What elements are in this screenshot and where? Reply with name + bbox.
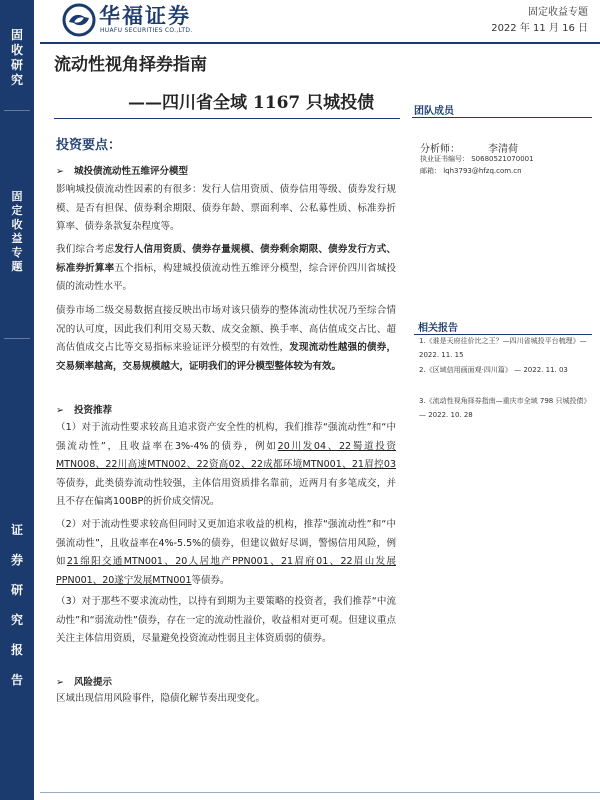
analyst-line — [420, 140, 518, 155]
bullet-recommend — [56, 402, 112, 416]
header-divider — [40, 42, 600, 44]
related-report-item[interactable]: 2.《区域信用画面观·四川篇》 — 2022. 11. 03 — [419, 366, 568, 374]
analyst-email: 邮箱： lqh3793@hfzq.com.cn — [420, 167, 522, 175]
bullet-title: 城投债流动性五维评分模型 — [74, 166, 189, 177]
bullet-title: 风险提示 — [74, 677, 113, 688]
analyst-name: 李清荷 — [488, 144, 518, 155]
section-heading: 投资要点： — [56, 138, 122, 153]
bullet-title: 投资推荐 — [74, 405, 113, 416]
brand-name-en: HUAFU SECURITIES CO.,LTD. — [100, 27, 193, 34]
paragraph-rec-1: （1）对于流动性要求较高且追求资产安全性的机构，我们推荐“强流动性”和“中强流动性”，且收益率在3%-4%的债券，例如20川发04、22蜀道投资MTN008、22川高速MTN002、22资高02、22成都环境MTN001、21眉控03等债券，此类债券流动性较强，主体信用资质排名靠前，近两月有多笔成交，并且不存在偏离100BP的折价成交情况。 — [56, 422, 396, 507]
paragraph-validation: 债券市场二级交易数据直接反映出市场对该只债券的整体流动性状况乃至综合情况的认可度，因此我们利用交易天数、成交金额、换手率、高估值成交占比、超高估值成交占比等交易指标来验证评分模型的有效性，发现流动性越强的债券，交易频率越高，交易规模越大，证明我们的评分模型整体较为有效。 — [56, 305, 396, 372]
arrow-right-icon: ➢ — [56, 166, 64, 177]
main-divider — [54, 118, 400, 119]
paragraph-model: 我们综合考虑发行人信用资质、债券存量规模、债券剩余期限、债券发行方式、标准券折算率五个指标，构建城投债流动性五维评分模型，综合评价四川省城投债的流动性水平。 — [56, 244, 396, 292]
team-divider — [412, 117, 592, 118]
paragraph-risk: 区域出现信用风险事件，隐债化解节奏出现变化。 — [56, 693, 266, 704]
page-header — [40, 0, 600, 42]
related-report-item[interactable]: 3.《流动性视角择券指南—重庆市全域 798 只城投债》— 2022. 10. 28 — [419, 397, 591, 419]
arrow-right-icon: ➢ — [56, 677, 64, 688]
analyst-cert: 执业证书编号： S0680521070001 — [420, 155, 534, 163]
arrow-right-icon: ➢ — [56, 405, 64, 416]
bullet-model — [56, 163, 188, 177]
report-date: 2022 年 11 月 16 日 — [491, 23, 588, 34]
bond-links: 21绵阳交通MTN001、20人居地产PPN001、21眉府01、22眉山发展PPN001、20遂宁发展MTN001 — [56, 556, 396, 586]
paragraph-factors: 影响城投债流动性因素的有很多：发行人信用资质、债券信用等级、债券发行规模、是否有担保、债券剩余期限、债券年龄、票面利率、公私募性质、标准券折算率、债券条款复杂程度等。 — [56, 184, 396, 232]
bullet-risk — [56, 674, 112, 688]
brand-logo-icon — [62, 3, 96, 37]
sidebar-divider — [4, 110, 30, 111]
team-heading: 团队成员 — [414, 106, 454, 117]
paragraph-rec-3: （3）对于那些不要求流动性，以持有到期为主要策略的投资者，我们推荐“中流动性”和“弱流动性”债券，存在一定的流动性溢价，收益相对更可观。但建议重点关注主体信用资质，尽量避免投资流动性弱且主体资质弱的债券。 — [56, 596, 396, 644]
analyst-label: 分析师： — [420, 144, 460, 155]
paragraph-rec-2: （2）对于流动性要求较高但同时又更加追求收益的机构，推荐“强流动性”和“中强流动性”，且收益率在4%-5.5%的债券，但建议做好尽调，警惕信用风险，例如21绵阳交通MTN001、20人居地产PPN001、21眉府01、22眉山发展PPN001、20遂宁发展MTN001等债券。 — [56, 519, 396, 586]
sidebar-label-middle: 固 定 收 益 专 题 — [11, 190, 23, 273]
bond-links: 20川发04、22蜀道投资MTN008、22川高速MTN002、22资高02、22成都环境MTN001、21眉控03 — [56, 440, 396, 470]
sidebar-label-bottom: 证 券 研 究 报 告 — [10, 523, 23, 687]
related-reports-heading: 相关报告 — [418, 323, 458, 334]
related-report-item[interactable]: 1.《谁是天府往价比之王？—四川省城投平台梳理》— 2022. 11. 15 — [419, 337, 587, 359]
report-type: 固定收益专题 — [528, 7, 588, 18]
sidebar-divider — [4, 338, 30, 339]
report-title: 流动性视角择券指南 — [54, 55, 207, 75]
sidebar-label-top: 固 收 研 究 — [10, 28, 23, 87]
brand-name: 华福证券 — [99, 4, 191, 28]
footer-divider — [40, 792, 600, 793]
report-subtitle: ——四川省全域 1167 只城投债 — [128, 93, 375, 113]
